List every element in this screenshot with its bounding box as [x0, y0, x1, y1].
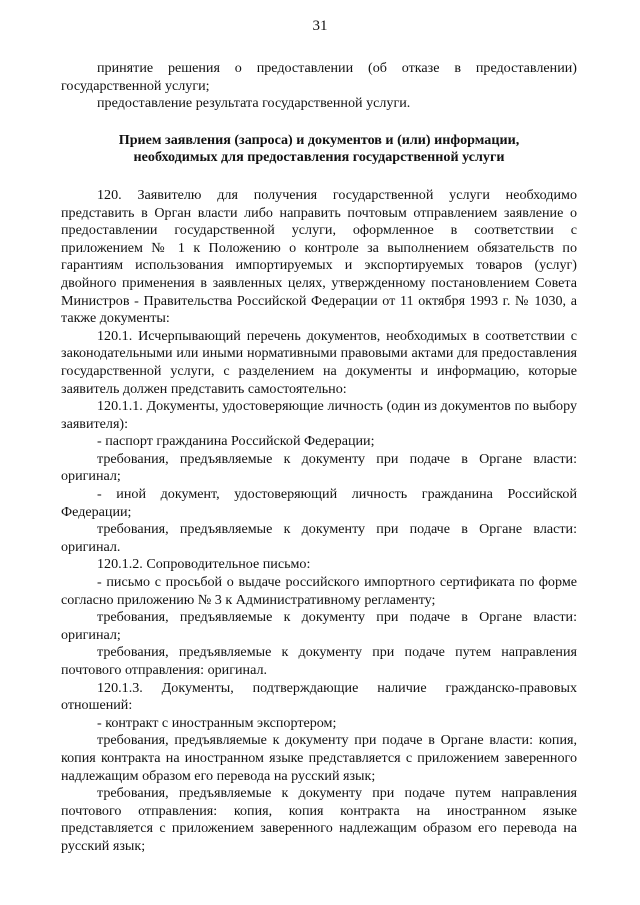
list-item: - письмо с просьбой о выдаче российского импортного сертификата по форме согласно приложению № 3 к Административному регламенту; — [61, 574, 577, 608]
section-heading-line: необходимых для предоставления государственной услуги — [133, 149, 505, 166]
paragraph-120-1-1: 120.1.1. Документы, удостоверяющие личность (один из документов по выбору заявителя): — [61, 398, 577, 432]
requirement-text: требования, предъявляемые к документу при подаче в Органе власти: оригинал; — [61, 450, 577, 485]
requirement-text: требования, предъявляемые к документу при подаче в Органе власти: оригинал; — [61, 609, 577, 643]
requirement-text: требования, предъявляемые к документу при подаче путем направления почтового отправления: копия, копия контракта на иностранном языке представляется с приложением заверенного надлежащим образом его перевода на русский язык; — [61, 785, 577, 854]
requirement-text: требования, предъявляемые к документу при подаче в Органе власти: копия, копия контракта на иностранном языке представляется с приложением заверенного надлежащим образом его перевода на русский язык; — [61, 732, 577, 784]
paragraph-120-1-3: 120.1.3. Документы, подтверждающие наличие гражданско-правовых отношений: — [61, 679, 577, 714]
paragraph-120-1-2: 120.1.2. Сопроводительное письмо: — [97, 556, 311, 573]
paragraph-120-1: 120.1. Исчерпывающий перечень документов, необходимых в соответствии с законодательными или иными нормативными правовыми актами для предоставления государственной услуги, с разделением на документы и информацию, которые заявитель должен представить самостоятельно: — [61, 327, 577, 397]
intro-paragraph: принятие решения о предоставлении (об отказе в предоставлении) государственной услуги; — [61, 60, 577, 94]
list-item: - контракт с иностранным экспортером; — [97, 714, 337, 731]
requirement-text: требования, предъявляемые к документу при подаче путем направления почтового отправления: оригинал. — [61, 644, 577, 678]
section-heading — [61, 132, 577, 167]
paragraph-120: 120. Заявителю для получения государственной услуги необходимо представить в Орган власти либо направить почтовым отправлением заявление о предоставлении государственной услуги, оформленное в соответствии с приложением № 1 к Положению о контроле за выполнением обязательств по гарантиям использования импортируемых и экспортируемых товаров (услуг) двойного применения в заявленных целях, утвержденному постановлением Совета Министров - Правительства Российской Федерации от 11 октября 1993 г. № 1030, а также документы: — [61, 186, 577, 327]
list-item: - иной документ, удостоверяющий личность гражданина Российской Федерации; — [61, 486, 577, 520]
page-number: 31 — [312, 18, 328, 34]
intro-paragraph: предоставление результата государственной услуги. — [97, 95, 411, 112]
requirement-text: требования, предъявляемые к документу при подаче в Органе власти: оригинал. — [61, 521, 577, 555]
list-item: - паспорт гражданина Российской Федерации; — [97, 433, 375, 450]
section-heading-line: Прием заявления (запроса) и документов и (или) информации, — [118, 131, 520, 148]
page-content — [61, 60, 577, 856]
